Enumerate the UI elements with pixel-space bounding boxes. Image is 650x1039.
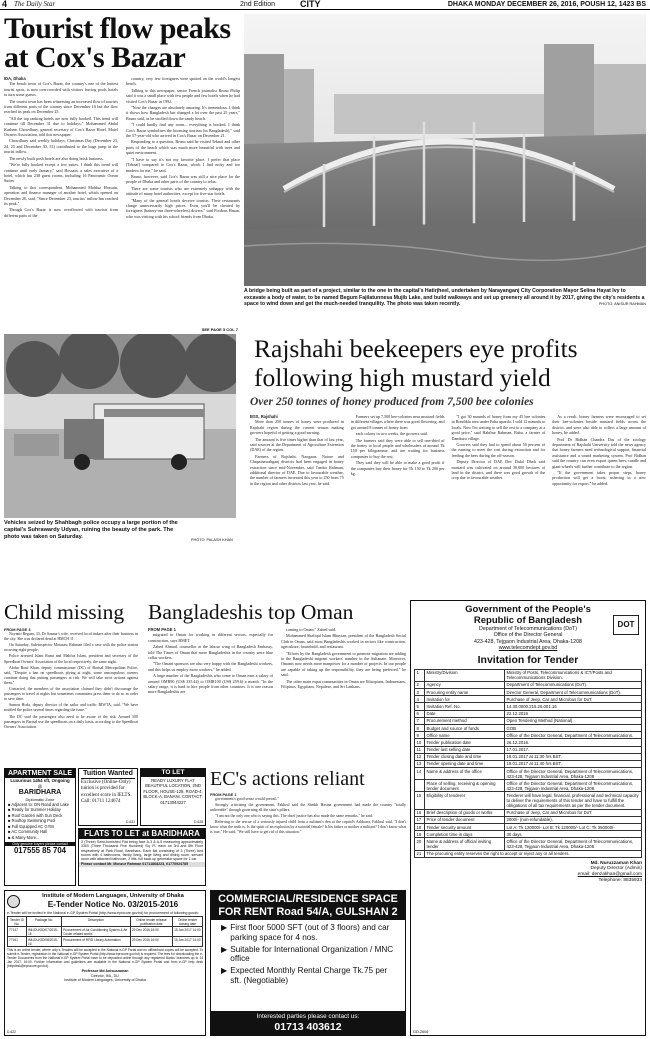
bullet-item bbox=[221, 966, 399, 986]
table-row bbox=[415, 809, 642, 816]
ec-article bbox=[210, 768, 406, 886]
row-label: Completion time in days bbox=[425, 831, 505, 838]
signer-org: Institute of Modern Languages, University of Dhaka bbox=[64, 978, 146, 983]
row-label: Name & address of official inviting tender bbox=[425, 838, 505, 850]
section-name: CITY bbox=[300, 0, 321, 9]
paragraph: Abdur Rouf Khan, deputy commissioner (DC) of Barisal Metropolitan Police, said, "Despite a ban on speedboats plying at night, some unscrupulous owners continue doing that putting passengers at risk. We will take strict actions against them." bbox=[4, 665, 138, 685]
row-number: 6 bbox=[415, 710, 425, 717]
row-label: Agency bbox=[425, 681, 505, 688]
article-body bbox=[140, 627, 406, 761]
headline: Bangladeshis top Oman bbox=[148, 600, 354, 624]
row-value: GOB bbox=[505, 724, 642, 731]
paragraph: The beach town of Cox's Bazar, the country's one of the hottest tourist spots, is now overcrowded with visitors forcing pools hotels to turn some guests. bbox=[4, 81, 118, 98]
paragraph: The tourist town has been witnessing an increased flow of tourists from different parts of the country since December 16 but the flow reached its peak on December 25. bbox=[4, 98, 118, 115]
paragraph: Responding to a question, Bruno said he visited Teknaf and other parts of the beach which was much more beautiful with trees and quiet environment. bbox=[126, 139, 240, 156]
row-value: 19.01.2017 at 11:40 hrs BST. bbox=[505, 760, 642, 767]
apartment-sale-ad bbox=[4, 768, 76, 886]
row-label: Invitation Ref. No. bbox=[425, 703, 505, 710]
bullet-text: Ready for Summer Holiday bbox=[11, 807, 61, 813]
paragraph: As a result, honey farmers were encouraged to set their bee-colonies beside mustard fields across the district, and were also able to collect a large amount of honey, he added. bbox=[552, 414, 646, 436]
table-row bbox=[415, 831, 642, 838]
row-value: Ministry of Posts, Telecommunications & ICT/Posts and Telecommunications Division. bbox=[505, 669, 642, 681]
row-value: Lot A: Tk 120000/- Lot B: Tk 120000/- Lot C: Tk 350000/- bbox=[505, 824, 642, 831]
row-number: 12 bbox=[415, 753, 425, 760]
row-value: Director General, Department of Telecommunications (DoT). bbox=[505, 689, 642, 696]
row-value: Office of the Director General, Department of Telecommunications, 423-428, Tejgaon Industrial Area, Dhaka-1208 bbox=[505, 768, 642, 780]
ad-title: Tuition Wanted bbox=[81, 770, 135, 779]
dot-tender-notice bbox=[410, 600, 646, 1036]
paragraph: Farmers set up 7,500 bee-colonies near mustard fields in different villages where there was good flowering, and got around 8 tonnes of honey from bbox=[350, 414, 445, 430]
paragraph: Bruno, however, said Cox's Bazar was still a nice place for the people of Dhaka and other parts of the country to relax. bbox=[126, 173, 240, 185]
row-value: Purchase of Jeep, Car and Microbus for DoT. bbox=[505, 696, 642, 703]
bullet-text: & Many More... bbox=[11, 835, 40, 841]
ad-code: D-631 bbox=[126, 820, 135, 824]
ad-body: READY LUXURY FLAT BEAUTIFUL LOCATION, 2ND FLOOR, HOUSE-129, ROAD-4, BLOCK-A, BANANI. CONTACT: 01713044227 bbox=[143, 778, 203, 805]
row-label: Office name bbox=[425, 732, 505, 739]
square-bullet-icon: ■ bbox=[8, 835, 12, 841]
row-label: Tender opening date and time bbox=[425, 760, 505, 767]
website-link[interactable]: www.telecomdept.gov.bd bbox=[498, 645, 558, 652]
square-bullet-icon: ■ bbox=[8, 823, 12, 829]
square-bullet-icon: ■ bbox=[8, 801, 12, 807]
edition: 2nd Edition bbox=[240, 1, 276, 8]
ad-code: D-628 bbox=[194, 820, 203, 824]
paragraph: The DC said the passengers also need to be aware of the risk. Around 500 passengers in Barisal use the speedboats on a daily basis, according to the Speedboat Owners' Association. bbox=[4, 714, 138, 729]
row-value: 19.01.2017 at 11:30 hrs BST. bbox=[505, 753, 642, 760]
row-label: Budget and source of funds bbox=[425, 724, 505, 731]
square-bullet-icon: ■ bbox=[8, 818, 12, 824]
row-number: 17 bbox=[415, 816, 425, 823]
row-label: Tender closing date and time bbox=[425, 753, 505, 760]
child-article bbox=[4, 600, 138, 764]
row-number: 11 bbox=[415, 746, 425, 753]
table-row bbox=[415, 703, 642, 710]
table-row bbox=[415, 717, 642, 724]
headline: Rajshahi beekeepers eye profits following high mustard yield bbox=[254, 334, 578, 392]
bullet-text: Suitable for International Organization / MNC office bbox=[230, 944, 394, 964]
row-number: 19 bbox=[415, 831, 425, 838]
table-row bbox=[415, 838, 642, 850]
signer-name: Md. Nuruzzaman Khan bbox=[590, 860, 642, 866]
ad-note: Only genuine buyers please contact bbox=[5, 842, 75, 846]
rajshahi-article bbox=[238, 334, 646, 596]
ad-title: APARTMENT SALE bbox=[5, 769, 75, 778]
table-row bbox=[415, 739, 642, 746]
ad-code: D-622 bbox=[7, 1030, 16, 1034]
column-header: Description bbox=[62, 917, 131, 927]
ad-title: TO LET bbox=[141, 769, 205, 777]
paragraph: Sumon Hoda, deputy director of the sailor and traffic BIWTA, said, "We have notified the police several times regarding the issue." bbox=[4, 703, 138, 713]
bullet-item bbox=[8, 835, 72, 841]
ad-org: Institute of Modern Languages, University of Dhaka bbox=[42, 893, 184, 899]
truck-photo bbox=[4, 334, 236, 518]
signer-name: Professor Md Anisuzzaman bbox=[81, 969, 129, 974]
row-number: 2 bbox=[415, 681, 425, 688]
table-row bbox=[8, 937, 203, 947]
table-row bbox=[415, 850, 642, 857]
row-value: 30 days bbox=[505, 831, 642, 838]
university-logo-icon bbox=[7, 895, 20, 908]
paragraph: "I could hardly find any room... everything is booked. I think Cox's Bazar symbolises the booming tourism [in Bangladesh]," said the 57-year-old who arrived in Cox's Bazar on December 21. bbox=[126, 122, 240, 139]
ad-line: Luxurious 1454 sft, Ongoing bbox=[10, 778, 70, 783]
headline: EC's actions reliant bbox=[210, 768, 365, 790]
paragraph: "The Omani sponsors are also very happy with the Bangladeshi workers, and this helps us employ more workers," he added. bbox=[148, 661, 273, 672]
row-value: 26.12.2016. bbox=[505, 739, 642, 746]
byline: FROM PAGE 1 bbox=[210, 792, 237, 797]
dot-logo: DOT bbox=[613, 615, 639, 635]
gov-title-1: Government of the People's bbox=[465, 604, 591, 615]
etender-table bbox=[7, 916, 203, 947]
paragraph: Strongly criticising the government, Fakhrul said the Sheikh Hasina government had made the country "totally unliveable" through governing all the state's pillars. bbox=[210, 803, 406, 812]
row-label: Ministry/Division bbox=[425, 669, 505, 681]
row-number: 7 bbox=[415, 717, 425, 724]
byline: IDA, Dhaka bbox=[4, 76, 26, 81]
arrow-bullet-icon: ▶ bbox=[221, 923, 228, 932]
paragraph: Deputy Director of DAE Dev Dulal Dhali said mustard was cultivated on around 30,000 hectares of land in the district, and there was good growth of the crop due to favourable weather. bbox=[451, 459, 546, 481]
headline: Child missing bbox=[4, 600, 125, 624]
oman-article bbox=[140, 600, 406, 764]
ad-bullets bbox=[5, 802, 75, 841]
row-number: 4 bbox=[415, 696, 425, 703]
tourist-article bbox=[4, 14, 240, 332]
bridge-photo bbox=[244, 14, 646, 286]
paragraph: Noyanti Begum, 33, Dr Sanaur's wife, received local tinkers after their business in the city. She was declared dead at HMCH 11. bbox=[4, 632, 138, 642]
table-row bbox=[415, 669, 642, 681]
signer-title: Deputy Director (Admin) bbox=[590, 866, 642, 872]
ad-line: @ bbox=[37, 783, 43, 789]
paragraph: Referring to the rescue of a seriously injured child from a militant's den at the capital's Ashkona, Fakhrul said, "I don't know what the truth is. Is the spirit of an explosion by a suicidal female? Is his father or mother a militant? I don't know what is true," He said, "We still have to get rid of this situation." bbox=[210, 820, 406, 834]
paragraph: Chowdhury said weekly holidays, Christmas Day (December 23, 24, 25 and December 30, 31) contributed to the huge jump in the tourist inflow. bbox=[4, 138, 118, 155]
article-body bbox=[210, 792, 406, 884]
paragraph: "Many of the general hotels deceive tourists. Their restaurants charge unnecessarily high prices. Even you'll be cheated by foreigners (battery-run three-wheelers) drivers," said Fordous Hasan, who was visiting with his school friends from Dhaka. bbox=[126, 197, 240, 219]
ad-intro: e-Tender will be invited in the National e-GP System Portal (http://www.eprocure.gov.bd) for procurement of following goods: bbox=[7, 911, 199, 915]
table-cell: IML/DU/GD/07/2015-16 bbox=[26, 927, 61, 937]
row-number: 5 bbox=[415, 703, 425, 710]
row-value: 14.30.0000.215.26.001.16 bbox=[505, 703, 642, 710]
paragraph: On Saturday, Sub-inspector Motasaw Rahman filed a case with the police station accusing eight people. bbox=[4, 643, 138, 653]
paragraph: "Efforts by the Bangladesh government to promote migration are adding to the Bangladeshi migrant workers' number in the Sultanate. Moreover, Omanis now needs more manpower for a number of projects. In our people are capable of taking up the responsibility, they are being preferred," he said. bbox=[281, 650, 406, 678]
bullet-item bbox=[221, 923, 399, 943]
paragraph: government's good sense would prevail." bbox=[215, 797, 279, 801]
table-row bbox=[415, 824, 642, 831]
paragraph: Growers said they had to spend about 50 percent of the earning to meet the cost during extraction and for feeding the bees during the off-season. bbox=[451, 442, 546, 458]
article-body bbox=[238, 414, 646, 596]
paragraph: Police arrested Islam Rumi and Mahfuz Islam, president and secretary of the Speedboat Owners' Association of the local respectively, the same night. bbox=[4, 654, 138, 664]
paragraph: The other main expat communities in Oman are Ethiopians, Indonesians, Filipinos, Egyptians, Nepalese, and Sri Lankans. bbox=[281, 678, 406, 690]
row-number: 9 bbox=[415, 732, 425, 739]
caption-text: A bridge being built as part of a project, similar to the one in the capital's Hatirjheel, undertaken by Narayanganj City Corporation Mayor Selina Hayat Ivy to excavate a body of water, to be named Begum Fajilatunnesa Mujib Lake, and build walkways and set up greenery all around it by 2017, giving the city's residents a space to wind down and get the much-needed tranquility. The photo was taken recently. bbox=[244, 288, 645, 308]
tuition-ad bbox=[78, 768, 138, 826]
paragraph: The amount is five times higher than that of last year, said sources at the Department of Agriculture Extension (DAE) of the region. bbox=[250, 436, 344, 453]
row-number bbox=[415, 780, 425, 792]
ad-body: Exclusive (Online-Only) tuition is provided for excellent score in IELTS. Call: 01711 124674 bbox=[81, 780, 132, 805]
ad-bullets bbox=[211, 920, 405, 990]
row-label: Date bbox=[425, 710, 505, 717]
row-label: Brief description of goods or works bbox=[425, 809, 505, 816]
row-number: 15 bbox=[415, 792, 425, 809]
row-label: Tender security amount bbox=[425, 824, 505, 831]
row-label: Procurement method bbox=[425, 717, 505, 724]
table-row bbox=[415, 681, 642, 688]
column-header: Tender ID No. bbox=[8, 917, 27, 927]
row-number: 3 bbox=[415, 689, 425, 696]
paragraph: "Now the changes are absolutely amazing. It's tremendous. I think it shows how Bangladesh has changed a lot over the past 25 years," Bruno said, as he strolled down the sandy beach. bbox=[126, 105, 240, 121]
paper-name: The Daily Star bbox=[14, 0, 56, 8]
ad-contact-label: Interested parties please contact us: bbox=[256, 1013, 360, 1021]
row-number: 10 bbox=[415, 739, 425, 746]
table-cell: 29 Dec 2016 16:00 bbox=[130, 927, 172, 937]
table-cell: 15 Jan 2017 14:00 bbox=[173, 937, 203, 947]
bullet-text: AC Community Hall bbox=[11, 829, 48, 835]
ad-line: Diplomatic Zone bbox=[25, 796, 55, 802]
iml-etender-ad bbox=[4, 890, 206, 1036]
table-row bbox=[415, 696, 642, 703]
article-body bbox=[4, 627, 138, 761]
row-value: 2000/- (non-refundable). bbox=[505, 816, 642, 823]
ad-body: 3 (Three) Semi-furnished Flat being face A-3 & A-5 measuring approximately 3300 (Three Thousand Five Hundred) Sq. Ft. each on 3rd and 5th Floor respectively at Park Road, Baridhara. Each flat consisting of 3 (Three) bed rooms with 4 bathrooms, family living, large living and dining room, servant room with attached bathroom, 2 lifts. full back-up generator space for 1 car. bbox=[81, 840, 203, 862]
row-value: 17.01.2017. bbox=[505, 746, 642, 753]
paragraph: "I have to say it's not my favorite place. I prefer that place [Teknaf] compared to Cox's Bazar, which I find noisy and too modern for me," he said. bbox=[126, 156, 240, 173]
table-row bbox=[415, 724, 642, 731]
row-number: 16 bbox=[415, 809, 425, 816]
signer-title: Director, IML, DU bbox=[91, 973, 119, 978]
paragraph: There are some tourists who are extremely unhappy with the attitude of many hotel authorities, except for five-star hotels. bbox=[126, 185, 240, 197]
dateline: DHAKA MONDAY DECEMBER 26, 2016, POUSH 12, 1423 BS bbox=[447, 1, 646, 8]
row-value: Office of the Director General, Department of Telecommunications. bbox=[505, 732, 642, 739]
paragraph: A large number of the Bangladeshis who come to Oman earn a salary of around OMR90 (US$ 235.44) to OMR100 (US$ 259.6) a month. "In the salary range, it is hard to hire people from other countries. It is one reason more Bangladeshis are bbox=[148, 673, 273, 695]
table-row bbox=[415, 689, 642, 696]
table-row bbox=[415, 746, 642, 753]
truck-caption bbox=[4, 520, 236, 596]
see-page: SEE PAGE 5 COL 7 bbox=[201, 327, 238, 332]
row-label: Tender last selling date bbox=[425, 746, 505, 753]
table-row bbox=[415, 792, 642, 809]
table-cell: 15 Jan 2017 14:00 bbox=[173, 927, 203, 937]
article-body bbox=[4, 76, 240, 326]
paragraph: "We're fully booked except a few suites. I think this trend will continue until early January," said Hossain, a sales executive of a hotel, which has 238 guest rooms, including 16 Panoramic Ocean Suites. bbox=[4, 162, 118, 184]
paragraph: Contacted, the members of the association claimed they didn't discourage the passengers to travel at nights but sometimes commuters press them to do so in order to save time. bbox=[4, 687, 138, 702]
row-number: 14 bbox=[415, 768, 425, 780]
ad-title: E-Tender Notice No. 03/2015-2016 bbox=[47, 900, 179, 909]
tender-title: Invitation for Tender bbox=[477, 653, 579, 666]
bullet-text: Expected Monthly Rental Charge Tk.75 per sft. (Negotiable) bbox=[230, 966, 388, 985]
paragraph: The newly built posh hotels are also doing brisk business. bbox=[9, 155, 104, 161]
paragraph: Prof Dr Bidhan Chandra Das of the zoology department of Rajshahi University told the news agency that honey farmers need technological support, financial assistance and a sound marketing system. Prof Bidhan said the country can even export queen bees, candle and giant-wheels will further contribute to the region. bbox=[552, 436, 646, 469]
square-bullet-icon: ■ bbox=[8, 829, 12, 835]
ad-code: GD-2606 bbox=[413, 1030, 429, 1034]
table-row bbox=[415, 768, 642, 780]
row-number: 20 bbox=[415, 838, 425, 850]
table-row bbox=[415, 760, 642, 767]
row-number: 18 bbox=[415, 824, 425, 831]
paragraph: coming to Oman," Zahed said. bbox=[286, 627, 337, 632]
paragraph: Talking to this newspaper, senior French journalist Bruno Philip said it was a small place with few people and few hotels when he had visited Cox's Bazar in 1992. bbox=[126, 87, 240, 104]
paragraph: migrated to Oman for working in different sectors, especially for construction, says BMET. bbox=[148, 632, 273, 643]
row-label: Place of selling, receiving & opening tender document bbox=[425, 780, 505, 792]
paragraph: They said they will be able to make a good profit if the companies buy their honey for Tk 150 to Tk 200 per kg. bbox=[350, 460, 445, 477]
row-number: 13 bbox=[415, 760, 425, 767]
row-number: 8 bbox=[415, 724, 425, 731]
row-value: Open Tendering Method (National). bbox=[505, 717, 642, 724]
bullet-text: Rooftop Swimming Pool bbox=[11, 818, 56, 824]
column-header: Online tender closing date bbox=[173, 917, 203, 927]
byline: BSS, Rajshahi bbox=[250, 414, 278, 419]
row-label: Eligibility of tenderer bbox=[425, 792, 505, 809]
paragraph: Farmers of Rajshahi, Naogaon, Natore and Chapainawabganj districts had been engaged in honey extraction since mid-November, said Tazdur Rahman, additional director of DAE. Due to favourable weather, the number of farmers increased this year to 250 from 75 in the region and other districts last year, he said. bbox=[250, 453, 344, 486]
paragraph: "I got 30 maunds of honey from my 45 bee colonies in Bondikla area under Paba upazila. I sold 12 maunds to locals. Now I'm waiting to sell the rest to a company at a good price," said Habibur Rahman, Babu, a farmer of Damkura village. bbox=[451, 414, 546, 441]
square-bullet-icon: ■ bbox=[8, 812, 12, 818]
bullet-text: Adjacent to: DN Road and Lake bbox=[11, 801, 69, 807]
column-header: Package No. bbox=[26, 917, 61, 927]
table-row bbox=[8, 927, 203, 937]
masthead bbox=[0, 0, 650, 10]
paragraph: The farmers said they were able to sell one-third of the honey to local people and wholesalers at around Tk 150 per kilogramme, and are waiting for business companies to buy the rest. bbox=[350, 437, 445, 459]
signer-email: email: denzakhan@gmail.com bbox=[577, 871, 642, 877]
row-label: Price of tender document bbox=[425, 816, 505, 823]
paragraph: "If the government takes proper steps, honey production will get a boost, ushering in a new opportunity for export," he added. bbox=[552, 470, 646, 486]
paragraph: Talking to this correspondent, Mohammed Mahfuz Hossain, operation and finance manager of another hotel, which opened on December 20, said, "Since December 23, tourists' inflow has reached its peak." bbox=[4, 184, 118, 206]
table-cell: 77161 bbox=[8, 937, 27, 947]
row-value: Office of the Director General, Department of Telecommunications, 423-428, Tejgaon Industrial Area, Dhaka-1208 bbox=[505, 838, 642, 850]
table-row bbox=[415, 780, 642, 792]
signer-phone: Telephone: 8835933 bbox=[598, 877, 642, 883]
ad-phone: 017555 85 704 bbox=[13, 845, 67, 855]
paragraph: "All the top ranking hotels are now fully booked. This trend will continue till December 31 due to holidays," Mohammed Abdul Kashem Chowdhury, general secretary of Cox's Bazar Hotel, Motel Owners Association, told this newspaper. bbox=[4, 115, 118, 138]
byline: FROM PAGE 1 bbox=[148, 627, 176, 632]
row-label: The procuring entity reserves the right to accept or reject any or all tenders. bbox=[425, 850, 642, 857]
ad-title: FLATS TO LET at BARIDHARA bbox=[79, 829, 205, 839]
bullet-text: Full Equipped AC GYM bbox=[11, 823, 54, 829]
paragraph: Zahed Ahmad, counsellor at the labour wing of Bangladesh Embassy, told The Times of Oman that more Bangladeshis in the country were blue collar workers. bbox=[148, 644, 273, 661]
bullet-item bbox=[221, 945, 399, 965]
table-row bbox=[415, 732, 642, 739]
arrow-bullet-icon: ▶ bbox=[221, 944, 228, 954]
caption-text: Vehicles seized by Shahbagh police occupy a large portion of the capital's Suhrawardy Udyan, ruining the beauty of the park. The photo was taken on Saturday. bbox=[4, 520, 178, 540]
bridge-caption bbox=[244, 288, 646, 328]
paragraph: "I am not the only one who is saying this. The chief justice has also made the same remarks," he said. bbox=[215, 814, 373, 818]
tender-table bbox=[414, 669, 642, 858]
photo-credit: PHOTO: ANISUR RAHMAN bbox=[598, 302, 646, 307]
paragraph: each colony in two weeks, the growers said. bbox=[355, 431, 428, 437]
gov-title-2: Republic of Bangladesh bbox=[473, 615, 583, 626]
photo-credit: PHOTO: PALASH KHAN bbox=[191, 538, 233, 542]
flats-baridhara-ad bbox=[78, 828, 206, 886]
square-bullet-icon: ■ bbox=[8, 807, 12, 813]
table-cell: IML/DU/GD/08/2015-16 bbox=[26, 937, 61, 947]
table-cell: Procurement of RFID Library Automation bbox=[62, 937, 131, 947]
row-value: Office of the Director General, Department of Telecommunications, 423-428, Tejgaon Industrial Area, Dhaka-1208. bbox=[505, 780, 642, 792]
paragraph: country, very few foreigners were spotted on the world's longest beach. bbox=[126, 76, 240, 87]
paragraph: Mohammed Shafiqul Islam Bhuyian, president of the Bangladesh Social Club in Oman, said most Bangladeshis worked in sectors like construction, agriculture, household, and restaurant. bbox=[281, 633, 406, 650]
byline: FROM PAGE 3 bbox=[4, 627, 31, 632]
table-cell: 29 Dec 2016 16:00 bbox=[130, 937, 172, 947]
ad-phone: 01713 403612 bbox=[274, 1021, 342, 1033]
address: 423-428, Tejgaon Industrial Area, Dhaka-1208 bbox=[474, 638, 582, 645]
row-label: Procuring entity name bbox=[425, 689, 505, 696]
table-cell: 77147 bbox=[8, 927, 27, 937]
row-value: Tenderer will have legal, financial, professional and technical capacity to deliver the requirements of this tender and have to fulfill the obligations of all tax requirements as per the tender document. bbox=[505, 792, 642, 809]
ad-note: This is an online tender, where only e-Tenders will be accepted in the National e-GP Portal and no offline/hard copies will be accepted. To submit e-Tender, registration in the National e-GP System Portal (http://www.eprocure.gov.bd) is required. The fees for downloading the e-Tender Documents from the National e-GP System Portal have to be deposited online through any registered Banks' branches up to 14 Jan 2017, 16:00. Further information and guidelines are available in the National e-GP System Portal and from e-GP help desk (helpdesk@eprocure.gov.bd). bbox=[7, 948, 203, 969]
row-label: Tender publication date bbox=[425, 739, 505, 746]
row-number: 21 bbox=[415, 850, 425, 857]
row-value: 22.12.2016 bbox=[505, 710, 642, 717]
column-header: Online tender release publication date bbox=[130, 917, 172, 927]
ad-contact: Please contact Mr. Monzur Rahman 01711868223, 01770924785 bbox=[79, 862, 205, 867]
row-value: Purchase of Jeep, Car and Microbus for DoT. bbox=[505, 809, 642, 816]
arrow-bullet-icon: ▶ bbox=[221, 966, 228, 976]
ad-place: BARIDHARA bbox=[18, 788, 62, 796]
bullet-text: Roof Garden with Sun Deck bbox=[11, 812, 63, 818]
table-row bbox=[415, 816, 642, 823]
paragraph: Though Cox's Bazar is now overflowed with tourists from different parts of the bbox=[4, 207, 118, 218]
table-row bbox=[415, 710, 642, 717]
bullet-text: First floor 5000 SFT (out of 3 floors) and car parking space for 4 nos. bbox=[230, 923, 390, 942]
paragraph: More than 250 tonnes of honey were produced in Rajshahi region during the current season making growers hopeful of getting a good earning. bbox=[250, 419, 344, 436]
table-cell: Procurement of Air Conditioning System & Air Cooler related works bbox=[62, 927, 131, 937]
commercial-space-ad bbox=[210, 890, 406, 1036]
page-number: 4 bbox=[2, 0, 8, 9]
tolet-ad bbox=[140, 768, 206, 826]
office-name: Office of the Director General bbox=[493, 632, 563, 639]
ad-title: COMMERCIAL/RESIDENCE SPACE FOR RENT Road 54/A, GULSHAN 2 bbox=[211, 891, 405, 920]
truck-image bbox=[4, 334, 236, 518]
row-value: Department of Telecommunications (DoT). bbox=[505, 681, 642, 688]
headline: Tourist flow peaks at Cox's Bazar bbox=[4, 14, 231, 74]
bridge-image bbox=[244, 14, 646, 286]
row-label: Name & address of the office bbox=[425, 768, 505, 780]
table-row bbox=[415, 753, 642, 760]
row-label: Invitation for bbox=[425, 696, 505, 703]
row-number: 1 bbox=[415, 669, 425, 681]
subheadline: Over 250 tonnes of honey produced from 7,500 bee colonies bbox=[250, 396, 534, 408]
dept-name: Department of Telecommunications (DoT) bbox=[479, 626, 577, 632]
